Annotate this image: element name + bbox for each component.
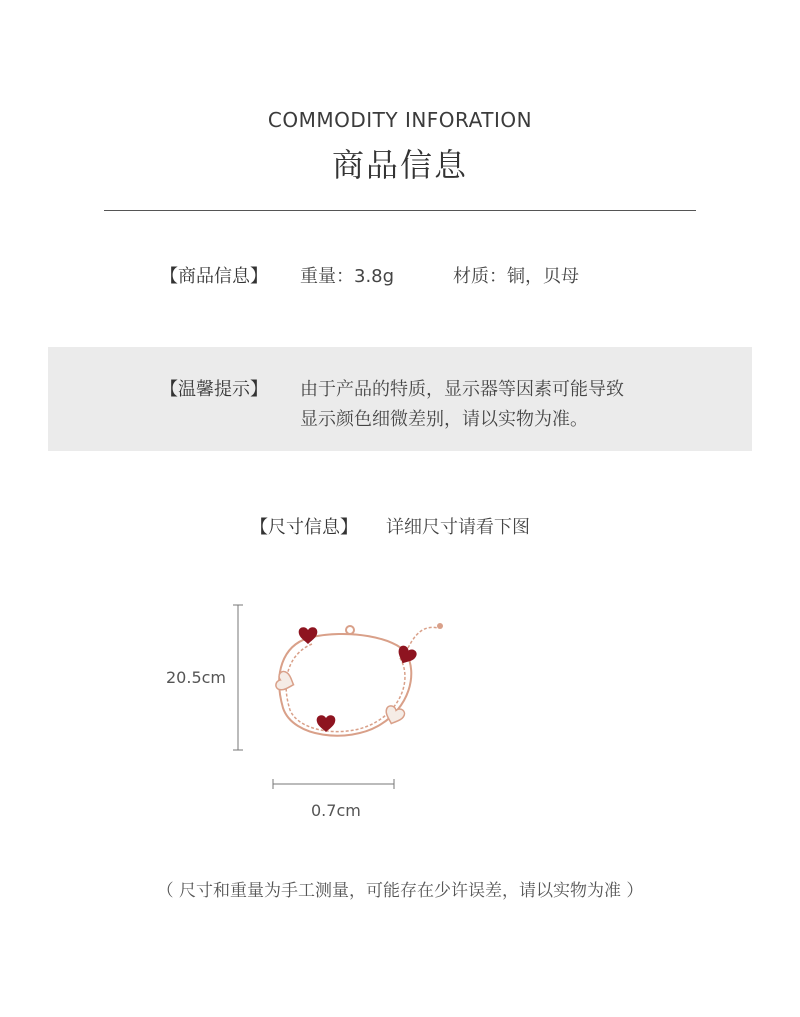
material-value: 材质：铜，贝母: [453, 266, 579, 287]
bracelet-illustration: [275, 623, 443, 736]
width-label: 0.7cm: [311, 801, 361, 820]
width-dimension-line: [273, 779, 394, 789]
size-label: 【尺寸信息】: [250, 517, 358, 538]
tip-text-line-2: 显示颜色细微差别，请以实物为准。: [300, 409, 588, 430]
size-note: 详细尺寸请看下图: [386, 517, 530, 538]
height-label: 20.5cm: [166, 668, 227, 687]
weight-value: 重量：3.8g: [300, 266, 395, 287]
info-label: 【商品信息】: [160, 266, 268, 287]
bracelet-figure: [228, 598, 458, 798]
tip-text-line-1: 由于产品的特质，显示器等因素可能导致: [300, 379, 624, 400]
divider: [104, 210, 696, 211]
footnote: （ 尺寸和重量为手工测量，可能存在少许误差，请以实物为准 ）: [156, 881, 644, 901]
title-english: COMMODITY INFORATION: [267, 108, 533, 132]
height-dimension-line: [233, 605, 243, 750]
page-title: 商品信息: [331, 146, 468, 184]
tip-label: 【温馨提示】: [160, 379, 268, 400]
